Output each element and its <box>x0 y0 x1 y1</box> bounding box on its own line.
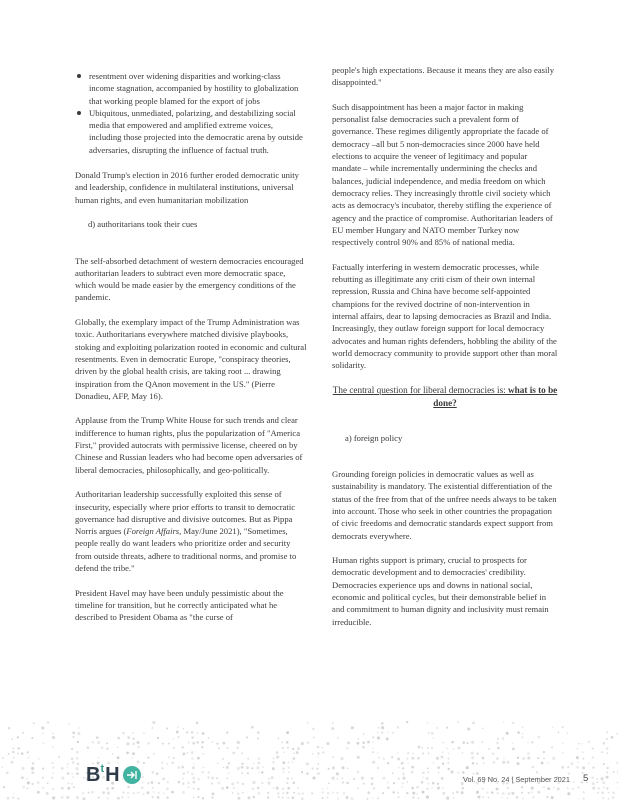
bullet-item: Ubiquitous, unmediated, polarizing, and destabilizing social media that empowered and amplified extreme voices, including those projected into the democratic arena by outside adversaries, disrupting the influence of factual truth. <box>77 107 307 156</box>
right-column <box>332 64 558 640</box>
list-item-a: a) foreign policy <box>345 432 403 443</box>
paragraph: Grounding foreign policies in democratic values as well as sustainability is mandatory. The existential differentiation of the status of the free from that of the unfree needs always to be taken into account. Those who seek in other countries the propagation of civic freedoms and democratic standards expect support from democrats everywhere. <box>332 469 557 541</box>
paragraph: Human rights support is primary, crucial to prospects for democratic development and to democracies' credibility. Democracies experience ups and downs in national social, economic and political cycles, but their demonstrable belief in and commitment to human dignity and inclusivity must remain irreducible. <box>332 555 549 627</box>
paragraph: Globally, the exemplary impact of the Trump Administration was toxic. Authoritarians everywhere matched divisive playbooks, stoking and exploiting polarization rooted in economic and cultural resentments. Even in democratic Europe, "conspiracy theories, driven by the global health crisis, are taking root ... drawing inspiration from the QAnon movement in the US." (Pierre Donadieu, AFP, May 16). <box>75 317 307 401</box>
bth-logo: B t H <box>86 764 141 786</box>
bullet-dot-icon <box>77 111 81 115</box>
page-number: 5 <box>583 773 589 784</box>
list-item-d: d) authoritarians took their cues <box>88 219 198 230</box>
bullet-item: resentment over widening disparities and working-class income stagnation, accompanied by hostility to globalization that working people blamed for the export of jobs <box>77 70 307 107</box>
left-column <box>75 64 307 636</box>
paragraph: people's high expectations. Because it means they are also easily disappointed." <box>332 65 555 88</box>
bullet-list <box>77 70 307 156</box>
footer-dot-pattern <box>0 718 618 800</box>
paragraph: President Havel may have been unduly pessimistic about the timeline for transition, but he correctly anticipated what he described to President Obama as "the curse of <box>75 587 284 623</box>
arrow-circle-icon <box>123 766 141 784</box>
paragraph: Applause from the Trump White House for such trends and clear indifference to human rights, plus the popularization of "America First," provided autocrats with permissive license, cheered on by Chinese and Russian leaders who had become open adversaries of liberal democracies, philosophically, and geo-politically. <box>75 415 303 475</box>
bullet-dot-icon <box>77 74 81 78</box>
paragraph: Factually interfering in western democratic processes, while rebutting as illegitimate any criti cism of their own internal repression, Russia and China have become self-appointed champions for the revived doctrine of non-intervention in internal affairs, dear to lapsing democracies as Brazil and India. Increasingly, they outlaw foreign support for local democracy advocates and human rights defenders, hobbling the ability of the world democracy community to provide support other than moral solidarity. <box>332 261 558 371</box>
section-heading: The central question for liberal democracies is: what is to be done? <box>332 384 558 408</box>
paragraph: Authoritarian leadership successfully exploited this sense of insecurity, especially where prior efforts to transit to democratic governance had disruptive and divisive outcomes. But as Pippa Norris argues (Foreign Affairs, May/June 2021), "Sometimes, people really do want leaders who prioritize order and security from outside threats, adhere to traditional norms, and promise to defend the tribe." <box>75 489 297 573</box>
paragraph: Such disappointment has been a major factor in making personalist false democracies such a prevalent form of governance. These regimes diligently appropriate the facade of democracy –all but 5 non-democracies since 2000 have held elections to acquire the veneer of legitimacy and popular mandate – while incrementally undermining the checks and balances, judicial independence, and media freedom on which democracy relies. They increasingly throttle civil society which acts as democracy's incubator, thereby stifling the experience of agency and the practice of compromise. Authoritarian leaders of EU member Hungary and NATO member Turkey now respectively control 90% and 85% of national media. <box>332 101 553 248</box>
paragraph: Donald Trump's election in 2016 further eroded democratic unity and leadership, confidence in multilateral institutions, universal human rights, and even humanitarian mobilization <box>75 170 299 205</box>
paragraph: The self-absorbed detachment of western democracies encouraged authoritarian leaders to subtract even more democratic space, which would be made easier by the emergency conditions of the pandemic. <box>75 255 304 303</box>
issue-info: Vol. 69 No. 24 | September 2021 <box>463 775 571 784</box>
